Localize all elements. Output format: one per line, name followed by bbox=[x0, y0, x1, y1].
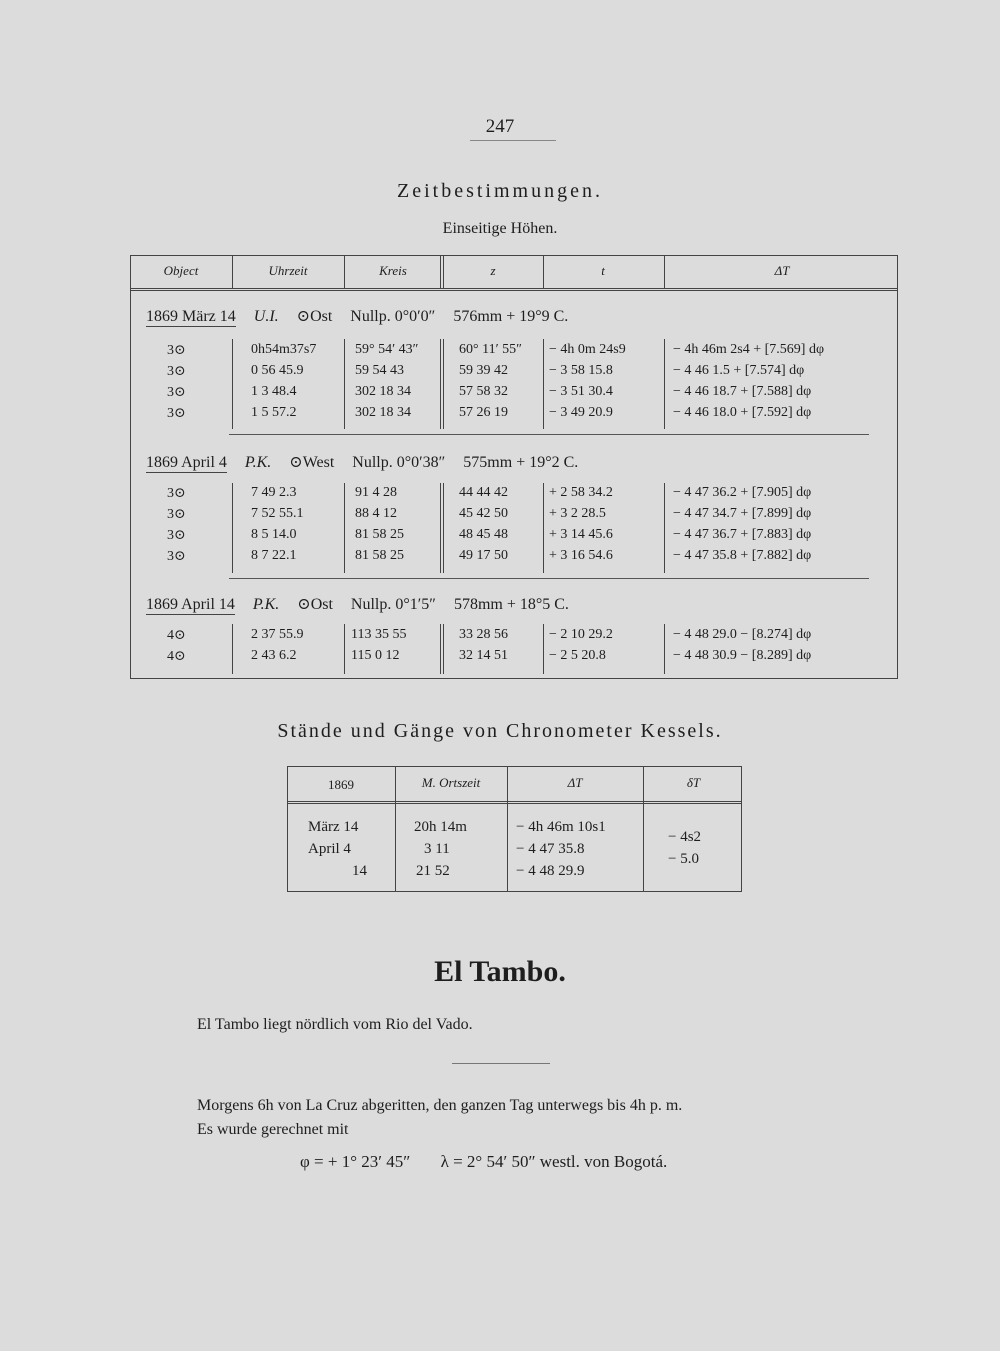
section-barometer: 575mm + 19°2 C. bbox=[463, 454, 579, 471]
header-divider bbox=[664, 256, 665, 288]
cell-dt: − 4 47 35.8 + [7.882] dφ bbox=[673, 548, 812, 563]
section-rule bbox=[229, 578, 869, 579]
cell-kreis: 115 0 12 bbox=[351, 648, 400, 663]
cell-kreis: 302 18 34 bbox=[355, 384, 411, 399]
cell-z: 49 17 50 bbox=[459, 548, 508, 563]
time-determination-table bbox=[130, 255, 898, 679]
cell-t: − 2 10 29.2 bbox=[549, 627, 613, 642]
cell-t: − 4h 0m 24s9 bbox=[549, 342, 626, 357]
paragraph: Es wurde gerechnet mit bbox=[197, 1121, 349, 1138]
cell-object: 3⊙ bbox=[167, 528, 186, 543]
section-heading bbox=[146, 594, 583, 614]
section-observer: P.K. bbox=[252, 596, 280, 613]
cell-t: + 2 58 34.2 bbox=[549, 485, 613, 500]
cell-uhrzeit: 2 43 6.2 bbox=[251, 648, 297, 663]
cell-dt: − 4 46 18.7 + [7.588] dφ bbox=[673, 384, 812, 399]
cell-t: + 3 16 54.6 bbox=[549, 548, 613, 563]
cell-object: 3⊙ bbox=[167, 549, 186, 564]
row-ortszeit: 20h 14m bbox=[414, 819, 467, 835]
section-observer: U.I. bbox=[253, 308, 279, 325]
section-date: 1869 April 14 bbox=[146, 596, 235, 613]
cell-object: 3⊙ bbox=[167, 343, 186, 358]
section-heading bbox=[146, 306, 582, 326]
header-divider bbox=[543, 256, 544, 288]
header-z: z bbox=[490, 263, 496, 278]
header-uhrzeit: Uhrzeit bbox=[268, 263, 308, 278]
section-rule bbox=[229, 434, 869, 435]
cell-t: + 3 2 28.5 bbox=[549, 506, 606, 521]
table-row bbox=[131, 648, 897, 669]
section-subtitle: Einseitige Höhen. bbox=[442, 220, 558, 237]
page-number-rule bbox=[470, 140, 556, 141]
cell-kreis: 88 4 12 bbox=[355, 506, 397, 521]
latitude: φ = + 1° 23′ 45″ bbox=[300, 1152, 411, 1171]
header-dt: ΔT bbox=[567, 775, 583, 790]
page-number: 247 bbox=[485, 116, 515, 137]
row-delta: − 5.0 bbox=[668, 851, 699, 867]
cell-dt: − 4 47 36.2 + [7.905] dφ bbox=[673, 485, 812, 500]
header-object: Object bbox=[163, 263, 199, 278]
chronometer-title: Stände und Gänge von Chronometer Kessels. bbox=[277, 720, 723, 742]
cell-t: + 3 14 45.6 bbox=[549, 527, 613, 542]
cell-kreis: 59° 54′ 43″ bbox=[355, 342, 419, 357]
table-header bbox=[131, 256, 897, 291]
cell-uhrzeit: 8 7 22.1 bbox=[251, 548, 297, 563]
header-t: t bbox=[601, 263, 605, 278]
table-row bbox=[131, 384, 897, 405]
section-heading bbox=[146, 452, 592, 472]
section-barometer: 578mm + 18°5 C. bbox=[453, 596, 569, 613]
cell-object: 3⊙ bbox=[167, 486, 186, 501]
header-delta: δT bbox=[686, 775, 701, 790]
paragraph: Morgens 6h von La Cruz abgeritten, den ganzen Tag unterwegs bis 4h p. m. bbox=[197, 1097, 683, 1114]
table-row bbox=[131, 363, 897, 384]
cell-object: 3⊙ bbox=[167, 406, 186, 421]
header-divider bbox=[440, 256, 444, 288]
cell-z: 57 26 19 bbox=[459, 405, 508, 420]
column-divider bbox=[643, 767, 644, 891]
cell-dt: − 4 46 1.5 + [7.574] dφ bbox=[673, 363, 805, 378]
cell-uhrzeit: 0h54m37s7 bbox=[251, 342, 317, 357]
section-title: Zeitbestimmungen. bbox=[397, 180, 603, 202]
longitude: λ = 2° 54′ 50″ westl. von Bogotá. bbox=[440, 1152, 668, 1171]
row-dt: − 4 48 29.9 bbox=[516, 863, 585, 879]
cell-uhrzeit: 1 5 57.2 bbox=[251, 405, 297, 420]
row-date: 14 bbox=[352, 863, 367, 879]
section-date: 1869 März 14 bbox=[146, 308, 236, 325]
column-divider bbox=[395, 767, 396, 891]
cell-z: 44 44 42 bbox=[459, 485, 508, 500]
section-nullpoint: Nullp. 0°0′38″ bbox=[352, 454, 446, 471]
cell-uhrzeit: 2 37 55.9 bbox=[251, 627, 304, 642]
header-dt: ΔT bbox=[774, 263, 790, 278]
cell-uhrzeit: 0 56 45.9 bbox=[251, 363, 304, 378]
cell-kreis: 59 54 43 bbox=[355, 363, 404, 378]
section-nullpoint: Nullp. 0°0′0″ bbox=[350, 308, 436, 325]
row-dt: − 4 47 35.8 bbox=[516, 841, 585, 857]
cell-dt: − 4 46 18.0 + [7.592] dφ bbox=[673, 405, 812, 420]
cell-object: 3⊙ bbox=[167, 364, 186, 379]
row-ortszeit: 3 11 bbox=[424, 841, 450, 857]
row-date: März 14 bbox=[308, 819, 359, 835]
cell-z: 57 58 32 bbox=[459, 384, 508, 399]
coordinates-formula bbox=[300, 1152, 667, 1172]
cell-z: 45 42 50 bbox=[459, 506, 508, 521]
cell-z: 59 39 42 bbox=[459, 363, 508, 378]
row-delta: − 4s2 bbox=[668, 829, 702, 845]
paragraph: El Tambo liegt nördlich vom Rio del Vado. bbox=[197, 1016, 473, 1033]
cell-t: − 3 49 20.9 bbox=[549, 405, 613, 420]
cell-uhrzeit: 7 49 2.3 bbox=[251, 485, 297, 500]
row-date: April 4 bbox=[308, 841, 351, 857]
cell-uhrzeit: 7 52 55.1 bbox=[251, 506, 304, 521]
table-row bbox=[131, 405, 897, 426]
cell-z: 60° 11′ 55″ bbox=[459, 342, 522, 357]
cell-kreis: 302 18 34 bbox=[355, 405, 411, 420]
cell-dt: − 4 48 29.0 − [8.274] dφ bbox=[673, 627, 812, 642]
cell-uhrzeit: 1 3 48.4 bbox=[251, 384, 297, 399]
section-circle: ⊙Ost bbox=[296, 308, 333, 325]
table-row bbox=[131, 506, 897, 527]
cell-kreis: 113 35 55 bbox=[351, 627, 407, 642]
cell-t: − 3 51 30.4 bbox=[549, 384, 613, 399]
place-heading: El Tambo. bbox=[434, 955, 566, 988]
header-ortszeit: M. Ortszeit bbox=[421, 775, 481, 790]
header-divider bbox=[232, 256, 233, 288]
section-nullpoint: Nullp. 0°1′5″ bbox=[350, 596, 436, 613]
section-circle: ⊙Ost bbox=[297, 596, 333, 613]
column-divider bbox=[507, 767, 508, 891]
cell-dt: − 4 47 34.7 + [7.899] dφ bbox=[673, 506, 812, 521]
cell-kreis: 81 58 25 bbox=[355, 548, 404, 563]
cell-dt: − 4 48 30.9 − [8.289] dφ bbox=[673, 648, 812, 663]
cell-dt: − 4 47 36.7 + [7.883] dφ bbox=[673, 527, 812, 542]
chronometer-table bbox=[287, 766, 742, 892]
table-header bbox=[288, 767, 741, 804]
table-row bbox=[131, 527, 897, 548]
section-circle: ⊙West bbox=[289, 454, 335, 471]
header-year: 1869 bbox=[328, 777, 354, 792]
section-barometer: 576mm + 19°9 C. bbox=[453, 308, 569, 325]
table-row bbox=[131, 342, 897, 363]
cell-object: 4⊙ bbox=[167, 628, 186, 643]
cell-object: 3⊙ bbox=[167, 385, 186, 400]
table-row bbox=[131, 485, 897, 506]
cell-dt: − 4h 46m 2s4 + [7.569] dφ bbox=[673, 342, 825, 357]
section-observer: P.K. bbox=[244, 454, 272, 471]
cell-kreis: 81 58 25 bbox=[355, 527, 404, 542]
row-dt: − 4h 46m 10s1 bbox=[516, 819, 606, 835]
cell-object: 4⊙ bbox=[167, 649, 186, 664]
cell-z: 48 45 48 bbox=[459, 527, 508, 542]
cell-z: 32 14 51 bbox=[459, 648, 508, 663]
row-ortszeit: 21 52 bbox=[416, 863, 450, 879]
cell-uhrzeit: 8 5 14.0 bbox=[251, 527, 297, 542]
cell-kreis: 91 4 28 bbox=[355, 485, 397, 500]
table-row bbox=[131, 548, 897, 569]
header-divider bbox=[344, 256, 345, 288]
cell-t: − 3 58 15.8 bbox=[549, 363, 613, 378]
header-kreis: Kreis bbox=[379, 263, 407, 278]
table-row bbox=[131, 627, 897, 648]
cell-z: 33 28 56 bbox=[459, 627, 508, 642]
cell-object: 3⊙ bbox=[167, 507, 186, 522]
section-date: 1869 April 4 bbox=[146, 454, 227, 471]
separator-rule bbox=[452, 1063, 550, 1064]
cell-t: − 2 5 20.8 bbox=[549, 648, 606, 663]
